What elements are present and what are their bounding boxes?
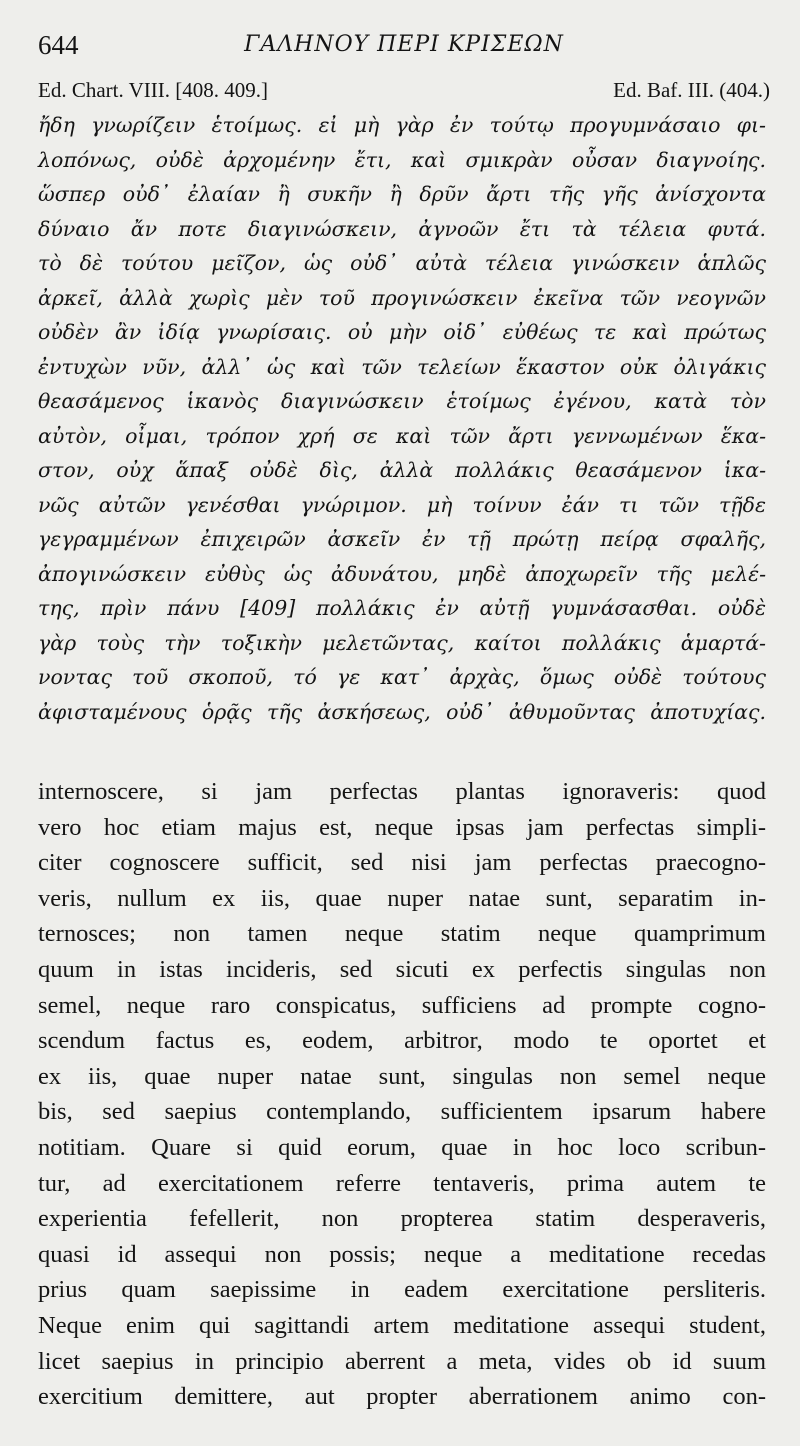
latin-line: citer cognoscere sufficit, sed nisi jam perfectas praecogno- bbox=[38, 849, 766, 877]
greek-line: τὸ δὲ τούτου μεῖζον, ὡς οὐδ᾽ αὐτὰ τέλεια γινώσκειν ἁπλῶς bbox=[38, 251, 766, 275]
page-header bbox=[38, 30, 770, 70]
edition-chart-reference: Ed. Chart. VIII. [408. 409.] bbox=[38, 78, 268, 102]
latin-line: ternosces; non tamen neque statim neque quamprimum bbox=[38, 920, 766, 948]
greek-line: ἀφισταμένους ὁρᾷς τῆς ἀσκήσεως, οὐδ᾽ ἀθυμοῦντας ἀποτυχίας. bbox=[38, 699, 766, 724]
latin-line: exercitium demittere, aut propter aberrationem animo con- bbox=[38, 1383, 766, 1411]
latin-line: prius quam saepissime in eadem exercitatione persliteris. bbox=[38, 1276, 766, 1304]
greek-line: αὐτὸν, οἶμαι, τρόπον χρή σε καὶ τῶν ἄρτι γεννωμένων ἕκα- bbox=[38, 423, 766, 448]
latin-line: internoscere, si jam perfectas plantas ignoraveris: quod bbox=[38, 778, 766, 805]
greek-line: ἐντυχὼν νῦν, ἀλλ᾽ ὡς καὶ τῶν τελείων ἕκαστον οὐκ ὀλιγάκις bbox=[38, 354, 766, 379]
latin-line: notitiam. Quare si quid eorum, quae in hoc loco scribun- bbox=[38, 1133, 766, 1161]
latin-line: ex iis, quae nuper natae sunt, singulas non semel neque bbox=[38, 1062, 766, 1090]
greek-line: στον, οὐχ ἅπαξ οὐδὲ δὶς, ἀλλὰ πολλάκις θεασάμενον ἱκα- bbox=[38, 458, 766, 482]
greek-line: οὐδὲν ἂν ἰδίᾳ γνωρίσαις. οὐ μὴν οἰδ᾽ εὐθέως τε καὶ πρώτως bbox=[38, 320, 766, 344]
latin-line: quum in istas incideris, sed sicuti ex perfectis singulas non bbox=[38, 955, 766, 983]
greek-line: ἀρκεῖ, ἀλλὰ χωρὶς μὲν τοῦ προγινώσκειν ἐκεῖνα τῶν νεογνῶν bbox=[38, 285, 766, 310]
edition-basel-reference: Ed. Baf. III. (404.) bbox=[613, 78, 770, 102]
latin-line: Neque enim qui sagittandi artem meditatione assequi student, bbox=[38, 1311, 766, 1339]
greek-line: θεασάμενος ἱκανὸς διαγινώσκειν ἑτοίμως ἐγένου, κατὰ τὸν bbox=[38, 389, 766, 413]
page-number: 644 bbox=[38, 30, 79, 60]
running-title: ΓΑΛΗΝΟΥ ΠΕΡΙ ΚΡΙΣΕΩΝ bbox=[244, 32, 564, 57]
latin-line: vero hoc etiam majus est, neque ipsas jam perfectas simpli- bbox=[38, 813, 766, 841]
greek-line: της, πρὶν πάνυ [409] πολλάκις ἐν αὐτῇ γυμνάσασθαι. οὐδὲ bbox=[38, 596, 766, 620]
latin-line: tur, ad exercitationem referre tentaveris, prima autem te bbox=[38, 1169, 766, 1197]
greek-line: γὰρ τοὺς τὴν τοξικὴν μελετῶντας, καίτοι πολλάκις ἁμαρτά- bbox=[38, 630, 766, 655]
greek-text-block bbox=[38, 108, 766, 729]
latin-text-block bbox=[38, 774, 766, 1415]
greek-line: ὥσπερ οὐδ᾽ ἐλαίαν ἢ συκῆν ἢ δρῦν ἄρτι τῆς γῆς ἀνίσχοντα bbox=[38, 182, 766, 206]
greek-line: λοπόνως, οὐδὲ ἀρχομένην ἔτι, καὶ σμικρὰν οὖσαν διαγνοίης. bbox=[38, 147, 766, 172]
latin-line: quasi id assequi non possis; neque a meditatione recedas bbox=[38, 1240, 766, 1268]
latin-line: licet saepius in principio aberrent a meta, vides ob id suum bbox=[38, 1347, 766, 1375]
greek-line: νῶς αὐτῶν γενέσθαι γνώριμον. μὴ τοίνυν ἐάν τι τῶν τῇδε bbox=[38, 492, 766, 517]
latin-line: veris, nullum ex iis, quae nuper natae sunt, separatim in- bbox=[38, 884, 766, 912]
greek-line: γεγραμμένων ἐπιχειρῶν ἀσκεῖν ἐν τῇ πρώτῃ πείρᾳ σφαλῆς, bbox=[38, 527, 766, 551]
greek-line: νοντας τοῦ σκοποῦ, τό γε κατ᾽ ἀρχὰς, ὅμως οὐδὲ τούτους bbox=[38, 665, 766, 689]
greek-line: ἀπογινώσκειν εὐθὺς ὡς ἀδυνάτου, μηδὲ ἀποχωρεῖν τῆς μελέ- bbox=[38, 561, 766, 586]
latin-line: bis, sed saepius contemplando, sufficientem ipsarum habere bbox=[38, 1098, 766, 1126]
greek-line: ἤδη γνωρίζειν ἑτοίμως. εἰ μὴ γὰρ ἐν τούτῳ προγυμνάσαιο φι- bbox=[38, 113, 766, 137]
latin-line: semel, neque raro conspicatus, sufficiens ad prompte cogno- bbox=[38, 991, 766, 1019]
latin-line: scendum factus es, eodem, arbitror, modo te oportet et bbox=[38, 1027, 766, 1055]
edition-references bbox=[38, 78, 770, 106]
latin-line: experientia fefellerit, non propterea statim desperaveris, bbox=[38, 1205, 766, 1233]
greek-line: δύναιο ἄν ποτε διαγινώσκειν, ἀγνοῶν ἔτι τὰ τέλεια φυτά. bbox=[38, 216, 766, 241]
